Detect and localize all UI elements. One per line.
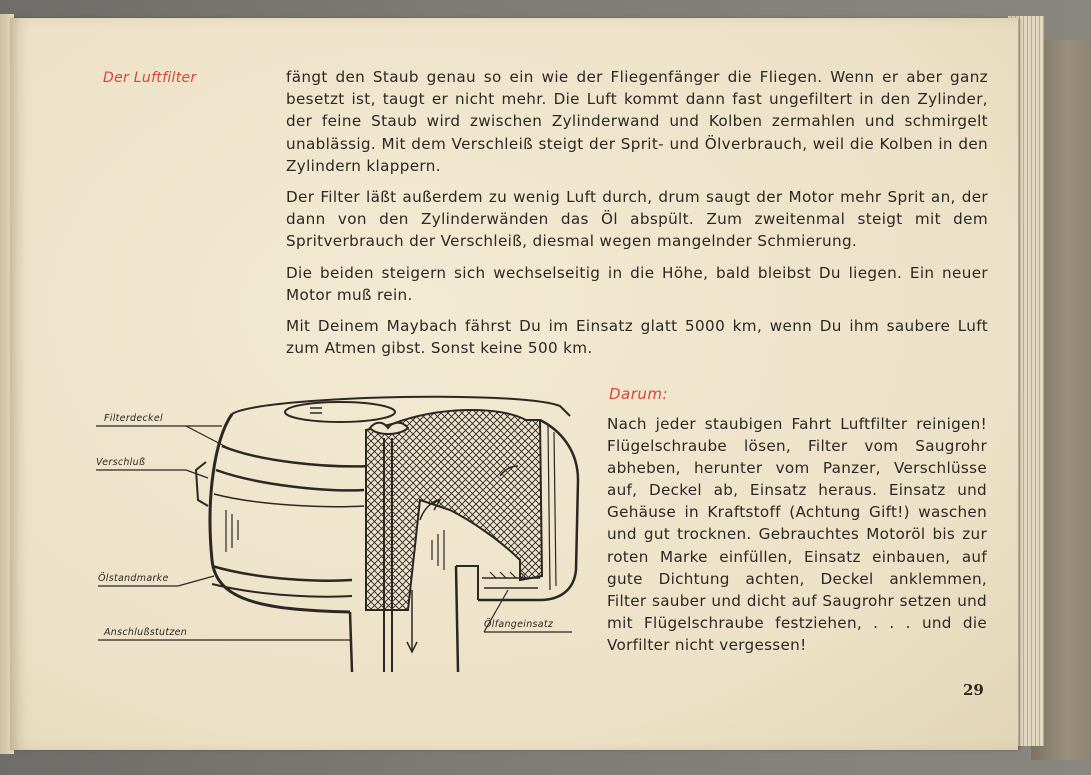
label-anschlussstutzen: Anschlußstutzen <box>104 627 188 638</box>
paragraph-3: Die beiden steigern sich wechselseitig in die Höhe, bald bleibst Du liegen. Ein neuer Motor muß rein. <box>286 263 988 304</box>
label-filterdeckel: Filterdeckel <box>104 413 163 424</box>
label-verschluss: Verschluß <box>96 457 146 468</box>
label-oelfangeinsatz: Ölfangeinsatz <box>484 619 554 630</box>
darum-instructions: Nach jeder staubigen Fahrt Luftfilter reinigen! Flügelschraube lösen, Filter vom Saugrohr abheben, herunter vom Panzer, Verschlüsse auf, Deckel ab, Einsatz heraus. Einsatz und Gehäuse in Kraftstoff (Achtung Gift!) waschen und gut trocknen. Gebrauchtes Motoröl bis zur roten Marke einfüllen, Einsatz einbauen, auf gute Dichtung achten, Deckel anklemmen, Filter sauber und dicht auf Saugrohr setzen und mit Flügelschraube festziehen, . . . und die Vorfilter nicht vergessen! <box>607 415 987 654</box>
label-oelstandmarke: Ölstandmarke <box>98 573 169 584</box>
page-number: 29 <box>963 681 984 699</box>
paragraph-1: fängt den Staub genau so ein wie der Fliegenfänger die Fliegen. Wenn er aber ganz besetzt ist, taugt er nicht mehr. Die Luft kommt dann fast ungefiltert in den Zylinder, der feine Staub wird zwischen Zylinderwand und Kolben zermahlen und schmirgelt unablässig. Mit dem Verschleiß steigt der Sprit- und Ölverbrauch, weil die Kolben in den Zylindern klappern. <box>286 68 988 175</box>
margin-heading: Der Luftfilter <box>103 70 197 86</box>
darum-heading: Darum: <box>609 385 669 403</box>
paragraph-4: Mit Deinem Maybach fährst Du im Einsatz glatt 5000 km, wenn Du ihm saubere Luft zum Atmen gibst. Sonst keine 500 km. <box>286 317 988 358</box>
paragraph-2: Der Filter läßt außerdem zu wenig Luft durch, drum saugt der Motor mehr Sprit an, der dann von den Zylinderwänden das Öl abspült. Zum zweitenmal steigt mit dem Spritverbrauch der Verschleiß, diesmal wegen mangelnder Schmierung. <box>286 188 988 251</box>
